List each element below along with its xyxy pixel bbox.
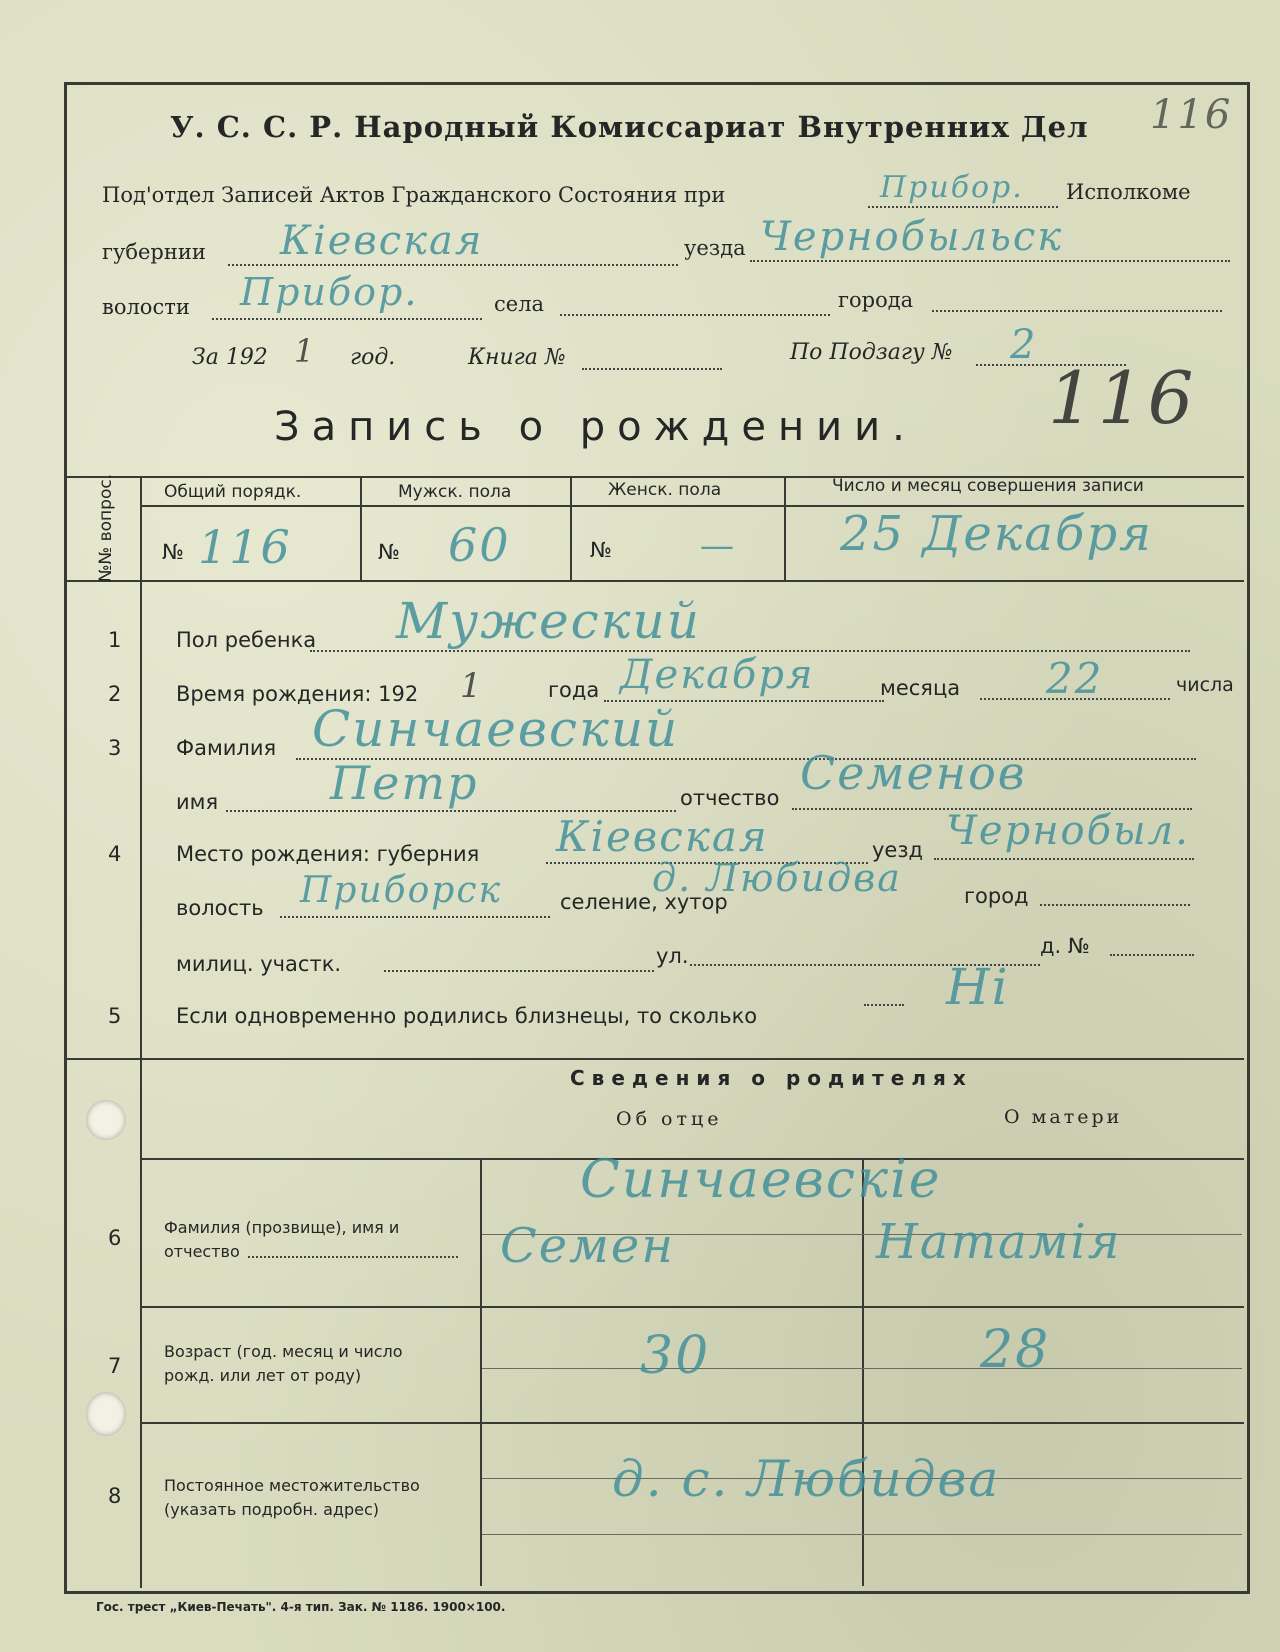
mother-heading: О матери bbox=[1004, 1106, 1123, 1128]
parents-row-6-bottom bbox=[140, 1306, 1244, 1308]
record-number-handwritten: 116 bbox=[1048, 356, 1198, 440]
parents-col-label bbox=[480, 1158, 482, 1586]
uezd-dotline bbox=[750, 260, 1230, 262]
row6-surname-handwritten: Синчаевскіе bbox=[580, 1150, 942, 1210]
question-no-header: №№ вопрос. bbox=[96, 473, 116, 583]
place-uezd-label: уезд bbox=[872, 838, 924, 862]
date-header: Число и месяц совершения записи bbox=[832, 476, 1144, 496]
parents-col-father bbox=[862, 1158, 864, 1586]
city-dotline bbox=[1040, 904, 1190, 906]
subbook-label: По Подзагу № bbox=[790, 340, 953, 365]
uezd-handwritten: Чернобыльск bbox=[760, 214, 1064, 260]
house-label: д. № bbox=[1040, 934, 1090, 958]
parents-section-top bbox=[66, 1058, 1244, 1060]
place-label: Место рождения: губерния bbox=[176, 842, 480, 866]
sex-label: Пол ребенка bbox=[176, 628, 317, 652]
settlement-handwritten: д. Любидва bbox=[652, 856, 902, 900]
uezd-label: уезда bbox=[684, 236, 746, 260]
female-count-handwritten: — bbox=[700, 526, 736, 566]
patronymic-label: отчество bbox=[680, 786, 780, 810]
parents-heading: Сведения о родителях bbox=[570, 1066, 973, 1090]
female-no-sign: № bbox=[590, 538, 612, 562]
father-heading: Об отце bbox=[616, 1108, 723, 1130]
book-label: Книга № bbox=[468, 345, 566, 370]
year-suffix: год. bbox=[350, 345, 396, 370]
question-number-5: 5 bbox=[108, 1004, 122, 1028]
row8-ruling-2 bbox=[482, 1534, 1242, 1535]
female-header: Женск. пола bbox=[608, 480, 722, 500]
record-date-handwritten: 25 Декабря bbox=[840, 506, 1153, 562]
subdept-label: Под'отдел Записей Актов Гражданского Состояния при bbox=[102, 183, 726, 207]
city-label: город bbox=[964, 884, 1029, 908]
subdept-dotline bbox=[868, 206, 1058, 208]
col-divider-3 bbox=[784, 478, 786, 580]
place-gubernia-handwritten: Кіевская bbox=[556, 812, 769, 861]
row7-father-handwritten: 30 bbox=[640, 1326, 711, 1386]
book-dotline bbox=[582, 368, 722, 370]
ministry-title: У. С. С. Р. Народный Комиссариат Внутренних Дел bbox=[170, 110, 1089, 144]
question-number-6: 6 bbox=[108, 1226, 122, 1250]
row8-address-handwritten: д. с. Любидва bbox=[612, 1450, 1001, 1508]
gubernia-label: губернии bbox=[102, 240, 206, 264]
parents-row-7-bottom bbox=[140, 1422, 1244, 1424]
twins-label: Если одновременно родились близнецы, то сколько bbox=[176, 1004, 758, 1028]
question-number-3: 3 bbox=[108, 736, 122, 760]
birth-month-handwritten: Декабря bbox=[620, 652, 815, 698]
year-handwritten: 1 bbox=[294, 332, 317, 370]
subbook-handwritten: 2 bbox=[1010, 322, 1038, 368]
street-label: ул. bbox=[656, 944, 689, 968]
chisla-label: числа bbox=[1176, 674, 1234, 696]
gorod-dotline bbox=[932, 310, 1222, 312]
row6-mother-handwritten: Натамія bbox=[876, 1214, 1122, 1270]
general-order-handwritten: 116 bbox=[198, 520, 292, 574]
militia-dotline bbox=[384, 970, 654, 972]
row7-label-line2: рожд. или лет от роду) bbox=[164, 1366, 362, 1385]
place-volost-dotline bbox=[280, 916, 550, 918]
gubernia-handwritten: Кіевская bbox=[280, 218, 484, 264]
birth-year-handwritten: 1 bbox=[460, 666, 484, 706]
volost-dotline bbox=[212, 318, 482, 320]
row6-label-dots bbox=[248, 1256, 458, 1258]
male-header: Мужск. пола bbox=[398, 482, 512, 502]
surname-handwritten: Синчаевский bbox=[312, 700, 680, 758]
record-title: Запись о рождении. bbox=[274, 404, 917, 450]
house-dotline bbox=[1110, 954, 1194, 956]
column-band-bottom bbox=[66, 580, 1244, 582]
col-divider-2 bbox=[570, 478, 572, 580]
place-uezd-handwritten: Чернобыл. bbox=[946, 808, 1190, 854]
volost-label: волости bbox=[102, 295, 190, 319]
row6-label-line2: отчество bbox=[164, 1242, 240, 1261]
selo-label: села bbox=[494, 292, 545, 316]
volost-handwritten: Прибор. bbox=[240, 270, 419, 314]
subdept-handwritten: Прибор. bbox=[880, 170, 1024, 205]
male-count-handwritten: 60 bbox=[448, 518, 511, 572]
patronymic-handwritten: Семенов bbox=[800, 746, 1027, 800]
col-divider-1 bbox=[360, 478, 362, 580]
row8-label-line2: (указать подробн. адрес) bbox=[164, 1500, 379, 1519]
place-volost-handwritten: Приборск bbox=[300, 870, 502, 911]
question-number-8: 8 bbox=[108, 1484, 122, 1508]
twins-dotline bbox=[864, 1004, 904, 1006]
year-prefix: За 192 bbox=[192, 345, 268, 370]
mesyatsa-label: месяца bbox=[880, 676, 961, 700]
question-number-4: 4 bbox=[108, 842, 122, 866]
sex-handwritten: Мужеский bbox=[396, 592, 701, 650]
settlement-label: селение, хутор bbox=[560, 890, 728, 914]
question-number-1: 1 bbox=[108, 628, 122, 652]
row6-father-handwritten: Семен bbox=[500, 1218, 675, 1274]
corner-mark: 116 bbox=[1150, 92, 1233, 138]
name-label: имя bbox=[176, 790, 219, 814]
birth-time-label: Время рождения: 192 bbox=[176, 682, 419, 706]
selo-dotline bbox=[560, 314, 830, 316]
surname-label: Фамилия bbox=[176, 736, 277, 760]
printer-footer: Гос. трест „Киев-Печать". 4-я тип. Зак. № 1186. 1900×100. bbox=[96, 1600, 506, 1614]
executive-label: Исполкоме bbox=[1066, 180, 1191, 204]
name-handwritten: Петр bbox=[330, 756, 479, 810]
row7-ruling bbox=[482, 1368, 1242, 1369]
gorod-label: города bbox=[838, 288, 914, 312]
question-number-7: 7 bbox=[108, 1354, 122, 1378]
goda-label: года bbox=[548, 678, 600, 702]
row7-label-line1: Возраст (год. месяц и число bbox=[164, 1342, 403, 1361]
militia-label: милиц. участк. bbox=[176, 952, 342, 976]
general-no-sign: № bbox=[162, 540, 184, 564]
place-uezd-dotline bbox=[934, 858, 1194, 860]
row6-label-line1: Фамилия (прозвище), имя и bbox=[164, 1218, 400, 1237]
question-number-2: 2 bbox=[108, 682, 122, 706]
general-order-header: Общий порядк. bbox=[164, 482, 302, 502]
birth-day-handwritten: 22 bbox=[1046, 654, 1104, 703]
row7-mother-handwritten: 28 bbox=[980, 1320, 1051, 1380]
row8-label-line1: Постоянное местожительство bbox=[164, 1476, 420, 1495]
place-volost-label: волость bbox=[176, 896, 264, 920]
male-no-sign: № bbox=[378, 540, 400, 564]
twins-handwritten: Ні bbox=[946, 958, 1010, 1016]
gubernia-dotline bbox=[228, 264, 678, 266]
